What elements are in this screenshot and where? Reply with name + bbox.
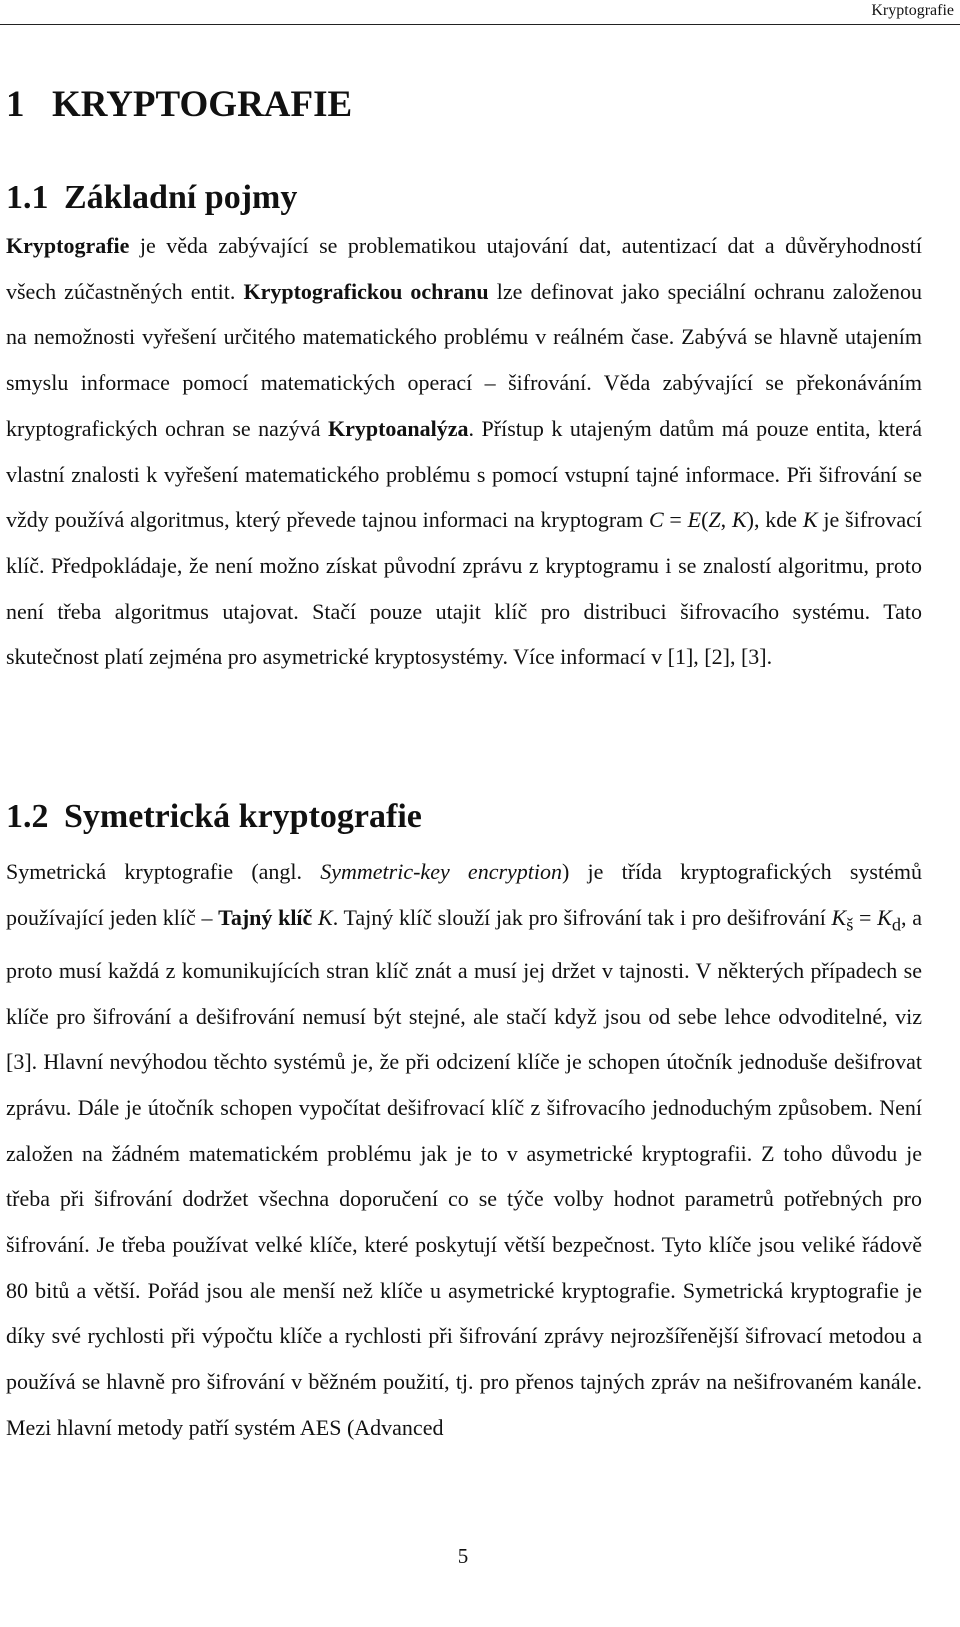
section-heading-basic-terms <box>6 177 297 219</box>
section-number: 1.2 <box>6 798 49 835</box>
term-kryptograficka-ochrana: Kryptografickou ochranu <box>243 278 489 304</box>
chapter-title: KRYPTOGRAFIE <box>52 84 353 125</box>
text-run: , a proto musí každá z komunikujících stran klíč znát a musí jej držet v tajnosti. V některých případech se klíče pro šifrování a dešifrování nemusí být stejné, ale stačí když jsou od sebe lehce odvoditelné, viz [3]. Hlavní nevýhodou těchto systémů je, že při odcizení klíče je schopen útočník jednoduše dešifrovat zprávu. Dále je útočník schopen vypočítat dešifrovací klíč z šifrovacího jednoduchým způsobem. Není založen na žádném matematickém problému jak je to v asymetrické kryptografii. Z toho důvodu je třeba při šifrování dodržet všechna doporučení co se týče volby hodnot parametrů potřebných pro šifrování. Je třeba používat velké klíče, které poskytují větší bezpečnost. Tyto klíče jsou veliké řádově 80 bitů a větší. Pořád jsou ale menší než klíče u asymetrické kryptografie. Symetrická kryptografie je díky své rychlosti při výpočtu klíče a rychlosti při šifrování zprávy nejrozšířenější šifrovací metodou a používá se hlavně pro šifrování v běžném použití, tj. pro přenos tajných zpráv na nešifrovaném kanále. Mezi hlavní metody patří systém AES (Advanced <box>6 904 922 1440</box>
math-operator: ( <box>701 507 709 533</box>
running-header <box>0 2 960 25</box>
math-symbol: K <box>831 904 847 930</box>
math-symbol: K <box>731 507 747 533</box>
math-symbol: K <box>877 904 892 930</box>
math-operator: = <box>663 507 688 533</box>
text-run: Symetrická kryptografie (angl. <box>6 859 321 884</box>
math-subscript: d <box>891 914 902 935</box>
math-symbol: C <box>648 507 664 533</box>
math-subscript: š <box>846 914 854 935</box>
paragraph-symmetric <box>6 849 922 1451</box>
term-tajny-klic: Tajný klíč <box>218 904 313 930</box>
term-kryptografie: Kryptografie <box>6 233 130 258</box>
text-run: ), kde <box>746 507 803 533</box>
text-run: . Tajný klíč slouží jak pro šifrování tak i pro dešifrování <box>332 904 832 930</box>
paragraph-basic-terms <box>6 223 922 680</box>
running-header-title: Kryptografie <box>871 2 954 19</box>
section-title: Základní pojmy <box>64 179 298 216</box>
section-number: 1.1 <box>6 179 49 216</box>
math-operator: = <box>853 904 878 930</box>
term-kryptoanalyza: Kryptoanalýza <box>327 415 469 441</box>
chapter-heading <box>6 82 352 128</box>
text-run: je šifrovací klíč. Předpokládaje, že není možno získat původní zprávu z kryptogramu i se znalostí algoritmu, proto není třeba algoritmus utajovat. Stačí pouze utajit klíč pro distribuci šifrovacího systému. Tato skutečnost platí zejména pro asymetrické kryptosystémy. Více informací v [1], [2], [3]. <box>6 507 923 670</box>
text-run: ) je třída kryptografických systémů používající jeden klíč – <box>6 859 922 930</box>
text-run: . Přístup k utajeným datům má pouze entita, která vlastní znalosti k vyřešení matematického problému s pomocí vstupní tajné informace. Při šifrování se vždy používá algoritmus, který převede tajnou informaci na kryptogram <box>6 415 922 533</box>
english-term: Symmetric-key encryption <box>320 859 563 884</box>
chapter-number: 1 <box>6 84 25 125</box>
math-symbol: E <box>687 507 702 533</box>
section-heading-symmetric <box>6 796 422 838</box>
section-title: Symetrická kryptografie <box>64 798 422 835</box>
page-number: 5 <box>457 1544 469 1568</box>
text-run: je věda zabývající se problematikou utajování dat, autentizací dat a důvěryhodností všech zúčastněných entit. <box>6 233 922 304</box>
math-symbol: K <box>318 904 333 930</box>
math-operator: , <box>720 507 732 533</box>
text-run: lze definovat jako speciální ochranu založenou na nemožnosti vyřešení určitého matematického problému v reálném čase. Zabývá se hlavně utajením smyslu informace pomocí matematických operací – šifrování. Věda zabývající se překonáváním kryptografických ochran se nazývá <box>6 278 922 441</box>
math-symbol: K <box>802 507 818 533</box>
math-symbol: Z <box>708 507 721 533</box>
